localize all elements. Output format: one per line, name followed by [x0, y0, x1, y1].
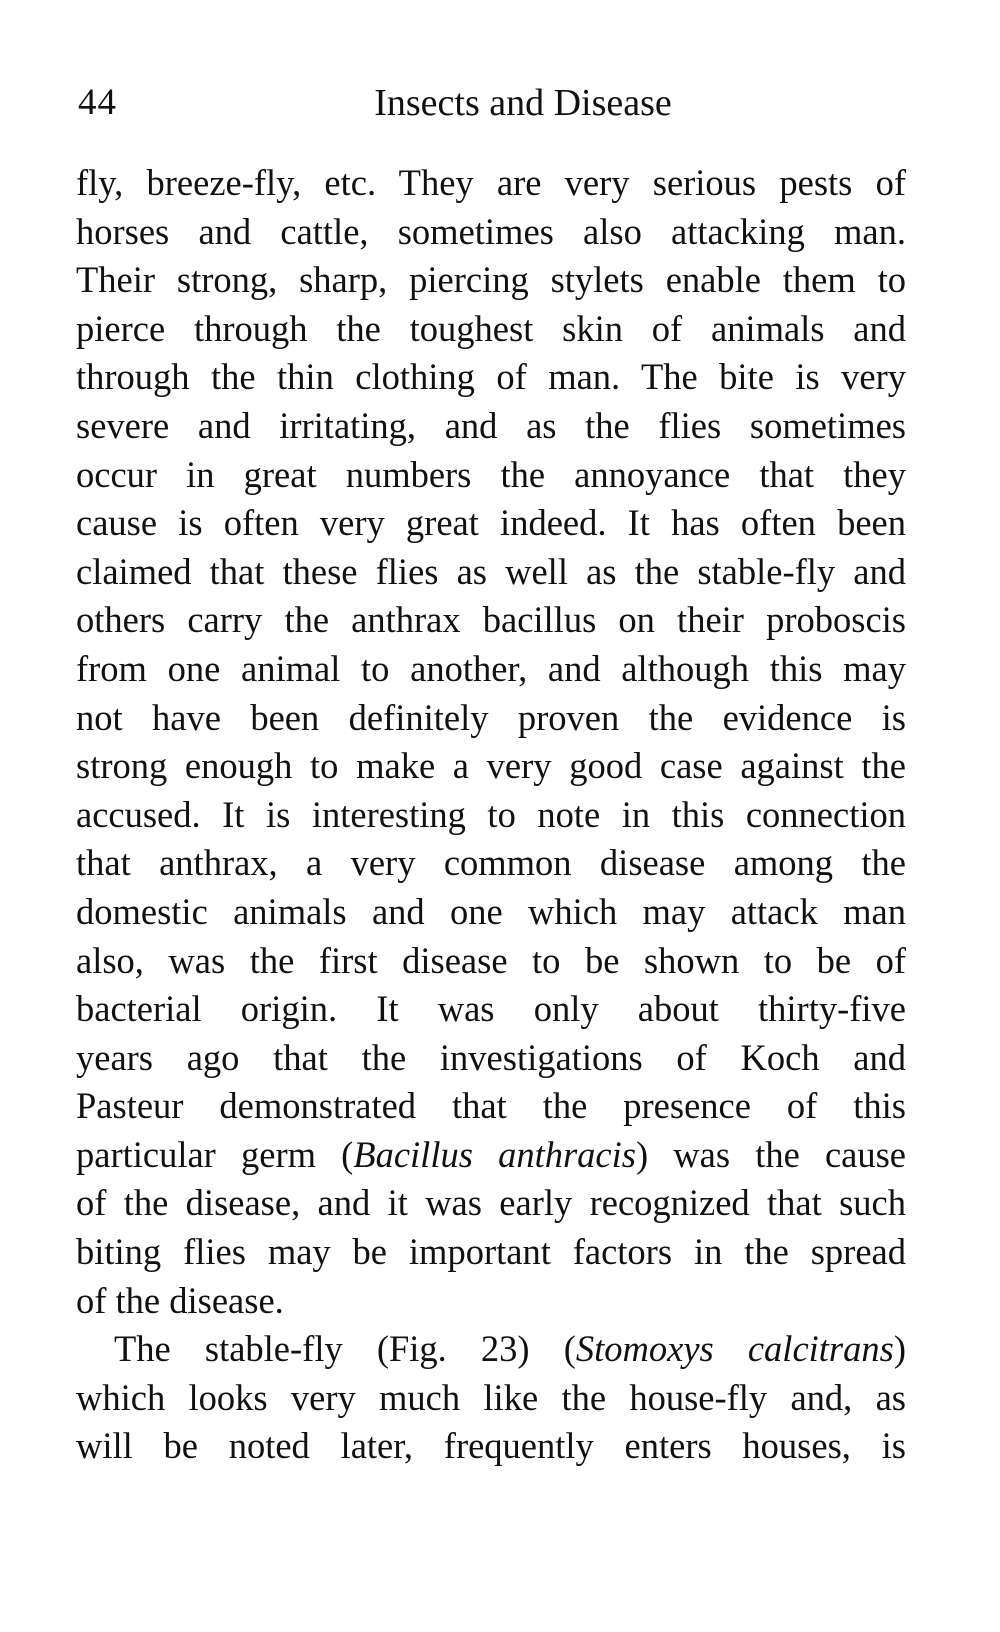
- text-line: horses and cattle, sometimes also attacking man.: [76, 210, 906, 252]
- text-line: also, was the first disease to be shown to be of: [76, 939, 906, 981]
- text-line: strong enough to make a very good case against the: [76, 745, 906, 787]
- text-line: which looks very much like the house-fly and, as: [76, 1376, 906, 1418]
- text-line: occur in great numbers the annoyance that they: [76, 453, 906, 495]
- text-line: others carry the anthrax bacillus on their proboscis: [76, 599, 906, 641]
- italic-species-name: Stomoxys calcitrans: [575, 1328, 894, 1370]
- text-line: will be noted later, frequently enters houses, is: [76, 1425, 906, 1467]
- text-line: biting flies may be important factors in the spread: [76, 1231, 906, 1273]
- text-segment: particular germ (: [76, 1133, 354, 1175]
- paragraph-start-line: [76, 1325, 906, 1374]
- page-header: [78, 78, 928, 128]
- text-line: fly, breeze-fly, etc. They are very serious pests of: [76, 162, 906, 203]
- text-line: pierce through the toughest skin of animals and: [76, 307, 906, 349]
- text-line: Pasteur demonstrated that the presence of this: [76, 1085, 906, 1127]
- text-line: cause is often very great indeed. It has often been: [76, 502, 906, 544]
- text-line: that anthrax, a very common disease among the: [76, 842, 906, 884]
- text-line: years ago that the investigations of Koch and: [76, 1036, 906, 1078]
- text-segment: ) was the cause: [635, 1133, 906, 1175]
- text-line: claimed that these flies as well as the stable-fly and: [76, 550, 906, 592]
- text-line-with-italic: [76, 1131, 906, 1180]
- text-line: of the disease, and it was early recognized that such: [76, 1182, 906, 1224]
- text-line: accused. It is interesting to note in this connection: [76, 793, 906, 835]
- text-line: bacterial origin. It was only about thirty-five: [76, 988, 906, 1030]
- text-line: from one animal to another, and although this may: [76, 647, 906, 689]
- italic-species-name: Bacillus anthracis: [353, 1133, 636, 1175]
- text-line: Their strong, sharp, piercing stylets enable them to: [76, 259, 906, 301]
- text-line: not have been definitely proven the evidence is: [76, 696, 906, 738]
- page-number: 44: [78, 82, 117, 123]
- text-line: severe and irritating, and as the flies sometimes: [76, 404, 906, 446]
- text-segment: The stable-fly (Fig. 23) (: [114, 1328, 576, 1370]
- running-title: Insects and Disease: [374, 82, 672, 124]
- text-line: domestic animals and one which may attack man: [76, 890, 906, 932]
- text-line: through the thin clothing of man. The bite is very: [76, 356, 906, 398]
- text-segment: ): [893, 1328, 906, 1370]
- body-text: [76, 159, 906, 1471]
- paragraph-end-line: of the disease.: [76, 1279, 284, 1321]
